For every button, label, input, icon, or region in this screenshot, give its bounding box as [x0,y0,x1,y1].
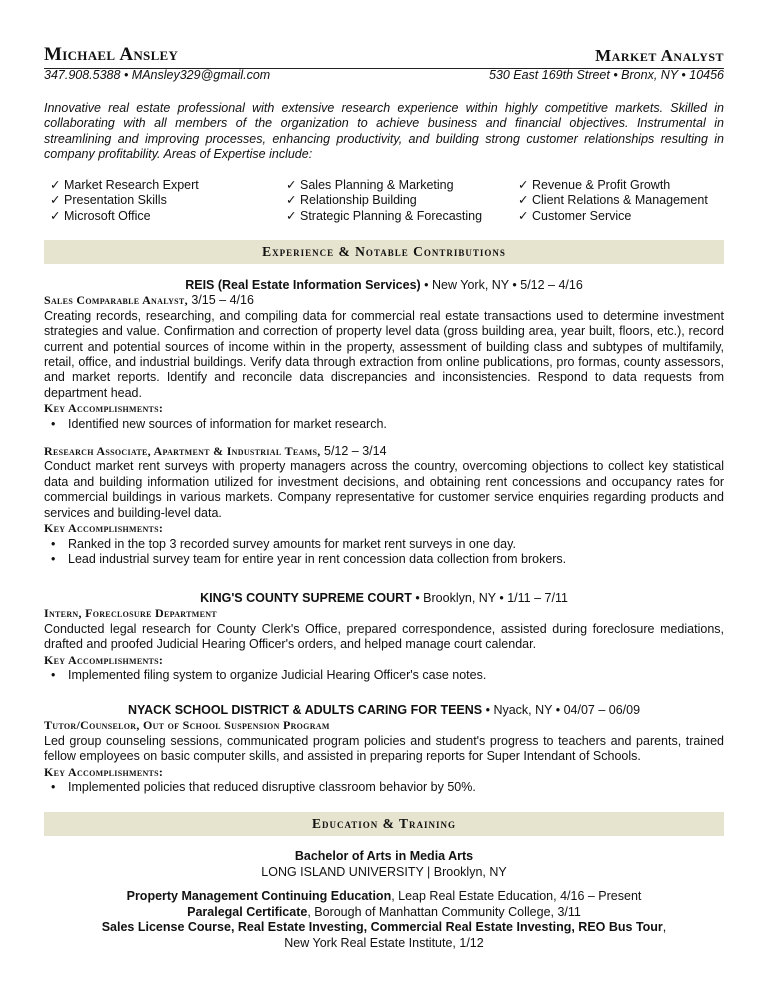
list-item: • Lead industrial survey team for entire year in rent concession data collection from brokers. [68,552,724,567]
experience-heading: Experience & Notable Contributions [44,240,724,264]
check-icon: ✓ [518,208,529,223]
job-role: Research Associate, Apartment & Industrial Teams, [44,444,321,459]
check-icon: ✓ [50,208,61,223]
check-icon: ✓ [286,193,297,208]
job-role: Tutor/Counselor, Out of School Suspension Program [44,718,330,733]
job-description: Conducted legal research for County Clerk's Office, prepared correspondence, assisted during foreclosure mediations, drafted and proofed Judicial Hearing Officer's orders, and helped manage court calendar. [44,621,724,652]
accomplishment-list [44,780,724,795]
key-accomplishments-label: Key Accomplishments: [44,764,164,779]
contact-row [44,68,724,82]
employer-name: KING'S COUNTY SUPREME COURT [200,591,412,605]
job-dates: 3/15 – 4/16 [187,293,254,308]
job-nyack [44,703,724,795]
check-icon: ✓ [50,193,61,208]
job-role: Intern, Foreclosure Department [44,606,217,621]
cert-paralegal: Paralegal Certificate, Borough of Manhattan Community College, 3/11 [187,904,581,919]
employer-name: REIS (Real Estate Information Services) [185,278,421,292]
job-description: Conduct market rent surveys with property managers across the country, overcoming objections to collect key statistical data and building information utilized for investment decisions, and obtaining rent concessions and occupancy rates for commercial buildings in various markets. Company representative for customer service enquiries regarding products and services and building-level data. [44,459,724,520]
skills-column [286,178,518,224]
list-item: • Identified new sources of information for market research. [68,417,724,432]
job-kings [44,591,724,683]
summary: Innovative real estate professional with extensive research experience within highly competitive markets. Skilled in collaborating with all members of the organization to achieve business and financial objectives. Instrumental in streamlining and improving processes, enhancing productivity, and building strong customer relationships resulting in company profitability. Areas of Expertise include: [44,101,724,161]
education-section [44,849,724,951]
check-icon: ✓ [286,208,297,223]
address: 530 East 169th Street • Bronx, NY • 10456 [488,68,724,82]
skill-item: ✓ Sales Planning & Marketing [286,178,454,192]
key-accomplishments-label: Key Accomplishments: [44,401,164,416]
job-dates: 5/12 – 3/14 [320,444,387,459]
list-item: • Implemented policies that reduced disruptive classroom behavior by 50%. [68,780,724,795]
employer-meta: • New York, NY • 5/12 – 4/16 [420,278,583,292]
check-icon: ✓ [50,178,61,192]
employer-name: NYACK SCHOOL DISTRICT & ADULTS CARING FOR TEENS [127,703,483,717]
list-item: • Implemented filing system to organize Judicial Hearing Officer's case notes. [68,668,724,683]
skill-item: ✓ Client Relations & Management [518,193,708,208]
check-icon: ✓ [518,178,529,192]
employer-meta: • Nyack, NY • 04/07 – 06/09 [482,703,641,717]
accomplishment-list [44,537,724,568]
list-item: • Ranked in the top 3 recorded survey amounts for market rent surveys in one day. [68,537,724,552]
skill-item: ✓ Revenue & Profit Growth [518,178,671,192]
employer-meta: • Brooklyn, NY • 1/11 – 7/11 [411,591,568,605]
header [44,44,724,69]
phone-email: 347.908.5388 • MAnsley329@gmail.com [44,68,271,82]
key-accomplishments-label: Key Accomplishments: [44,521,164,536]
cert-institute: New York Real Estate Institute, 1/12 [284,935,484,950]
cert-property-management: Property Management Continuing Education, Leap Real Estate Education, 4/16 – Present [126,889,642,903]
skills-column [50,178,286,224]
cert-sales-license: Sales License Course, Real Estate Investing, Commercial Real Estate Investing, REO Bus Tour, [101,920,667,934]
job-description: Creating records, researching, and compiling data for commercial real estate transactions used to determine investment strategies and value. Confirmation and correction of property level data (gross building area, year built, floors, etc.), record current and potential sources of income within in the property, assessment of building class and subtypes of multifamily, retail, office, and industrial buildings. Verify data through extraction from online publications, pro formas, county assessors, and market reports. Identify and reconcile data discrepancies and inconsistencies. Respond to data requests from department head. [44,308,724,400]
accomplishment-list [44,417,724,432]
skill-item: ✓ Market Research Expert [50,178,199,192]
job-reis [44,278,724,567]
skill-item: ✓ Presentation Skills [50,193,167,208]
key-accomplishments-label: Key Accomplishments: [44,652,164,667]
skill-item: ✓ Microsoft Office [50,208,151,223]
job-role: Sales Comparable Analyst, [44,293,188,308]
job-description: Led group counseling sessions, communicated program policies and student's progress to teachers and parents, trained fellow employees on basic computer skills, and assisted in preparing reports for Super Intendant of Schools. [44,733,724,764]
degree: Bachelor of Arts in Media Arts [294,849,474,863]
skill-item: ✓ Relationship Building [286,193,417,208]
skills-grid [50,178,724,224]
check-icon: ✓ [286,178,297,192]
skill-item: ✓ Strategic Planning & Forecasting [286,208,483,223]
education-heading: Education & Training [44,812,724,836]
skills-column [518,178,724,224]
candidate-name: Michael Ansley [44,44,179,65]
accomplishment-list [44,668,724,683]
check-icon: ✓ [518,193,529,208]
school: LONG ISLAND UNIVERSITY | Brooklyn, NY [261,864,507,879]
candidate-title: Market Analyst [595,46,724,65]
skill-item: ✓ Customer Service [518,208,632,223]
